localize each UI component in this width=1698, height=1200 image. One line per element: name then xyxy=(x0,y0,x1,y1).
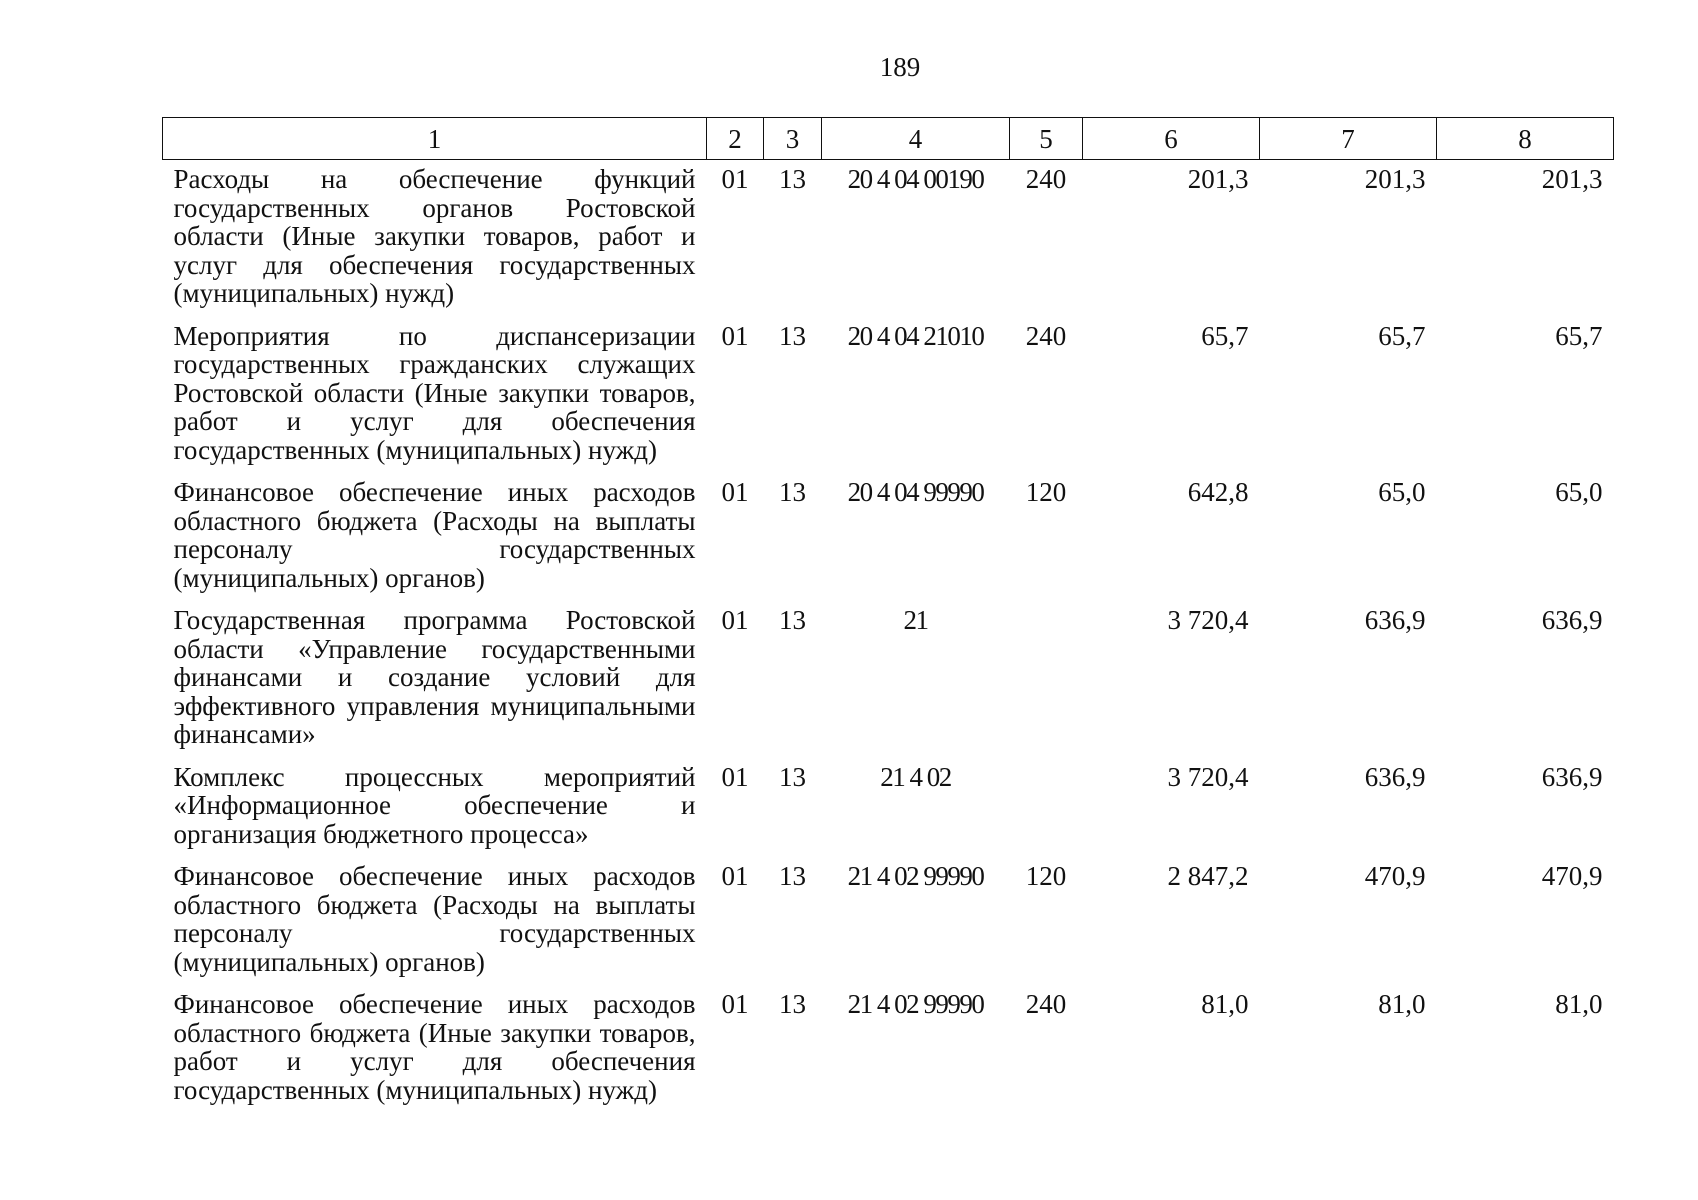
row-amount-6: 201,3 xyxy=(1187,164,1249,194)
row-amount-6: 3 720,4 xyxy=(1167,761,1249,792)
row-expense-type xyxy=(1010,758,1083,858)
table-row xyxy=(163,758,1614,858)
column-header-7: 7 xyxy=(1260,118,1437,160)
table-row xyxy=(163,160,1614,317)
table-row xyxy=(163,601,1614,758)
column-header-4: 4 xyxy=(822,118,1010,160)
row-target-code: 21 xyxy=(903,605,928,635)
row-target-code: 20 4 04 00190 xyxy=(847,164,984,194)
row-target-code: 21 4 02 99990 xyxy=(847,861,984,891)
table-row xyxy=(163,857,1614,985)
row-amount-7: 636,9 xyxy=(1364,605,1426,635)
row-subsection: 13 xyxy=(779,320,806,351)
row-name: Государственная программа Ростовской области «Управление государственными финансами и создание условий для эффективного управления муниципальными финансами» xyxy=(173,605,696,749)
row-amount-6: 642,8 xyxy=(1187,477,1249,507)
budget-table xyxy=(162,117,1614,1113)
row-name: Финансовое обеспечение иных расходов областного бюджета (Расходы на выплаты персоналу государственных (муниципальных) органов) xyxy=(173,861,696,977)
row-amount-8: 201,3 xyxy=(1541,164,1603,194)
header-row xyxy=(163,118,1614,160)
row-section: 01 xyxy=(721,989,749,1019)
row-amount-8: 470,9 xyxy=(1541,861,1603,891)
row-amount-7: 470,9 xyxy=(1364,861,1426,891)
table-row xyxy=(163,317,1614,474)
row-expense-type xyxy=(1010,601,1083,758)
row-amount-7: 65,0 xyxy=(1378,477,1426,507)
row-expense-type: 120 xyxy=(1025,861,1067,891)
row-subsection: 13 xyxy=(779,761,806,792)
row-amount-8: 65,0 xyxy=(1555,477,1603,507)
column-header-3: 3 xyxy=(764,118,822,160)
row-name: Финансовое обеспечение иных расходов областного бюджета (Иные закупки товаров, работ и услуг для обеспечения государственных (муниципальных) нужд) xyxy=(173,989,696,1105)
row-target-code: 21 4 02 xyxy=(880,761,951,792)
row-expense-type: 240 xyxy=(1025,164,1067,194)
row-name: Финансовое обеспечение иных расходов областного бюджета (Расходы на выплаты персоналу государственных (муниципальных) органов) xyxy=(173,477,696,593)
row-amount-7: 65,7 xyxy=(1378,320,1426,351)
row-name: Мероприятия по диспансеризации государственных гражданских служащих Ростовской области (Иные закупки товаров, работ и услуг для обеспечения государственных (муниципальных) нужд) xyxy=(173,320,696,465)
column-header-2: 2 xyxy=(707,118,764,160)
row-amount-7: 201,3 xyxy=(1364,164,1426,194)
column-header-8: 8 xyxy=(1437,118,1614,160)
row-section: 01 xyxy=(721,861,749,891)
row-section: 01 xyxy=(721,164,749,194)
row-section: 01 xyxy=(721,477,749,507)
row-target-code: 21 4 02 99990 xyxy=(847,989,984,1019)
row-amount-7: 636,9 xyxy=(1364,761,1426,792)
row-section: 01 xyxy=(721,761,749,792)
row-subsection: 13 xyxy=(779,164,806,194)
column-header-6: 6 xyxy=(1083,118,1260,160)
column-header-1: 1 xyxy=(163,118,707,160)
column-header-5: 5 xyxy=(1010,118,1083,160)
row-target-code: 20 4 04 99990 xyxy=(847,477,984,507)
table-header xyxy=(163,118,1614,160)
row-expense-type: 240 xyxy=(1025,989,1067,1019)
row-subsection: 13 xyxy=(779,477,806,507)
row-amount-6: 81,0 xyxy=(1201,989,1249,1019)
row-subsection: 13 xyxy=(779,861,806,891)
row-name: Расходы на обеспечение функций государственных органов Ростовской области (Иные закупки товаров, работ и услуг для обеспечения государственных (муниципальных) нужд) xyxy=(173,164,696,308)
row-expense-type: 240 xyxy=(1025,320,1067,351)
row-expense-type: 120 xyxy=(1025,477,1067,507)
table-row xyxy=(163,473,1614,601)
page-number: 189 xyxy=(879,52,921,82)
row-amount-8: 81,0 xyxy=(1555,989,1603,1019)
row-amount-7: 81,0 xyxy=(1378,989,1426,1019)
row-name: Комплекс процессных мероприятий «Информационное обеспечение и организация бюджетного процесса» xyxy=(173,761,696,849)
row-section: 01 xyxy=(721,320,749,351)
table-row xyxy=(163,985,1614,1113)
row-amount-6: 65,7 xyxy=(1201,320,1249,351)
row-amount-6: 3 720,4 xyxy=(1167,605,1249,635)
row-amount-6: 2 847,2 xyxy=(1167,861,1249,891)
row-amount-8: 65,7 xyxy=(1555,320,1603,351)
table-body xyxy=(163,160,1614,1114)
row-subsection: 13 xyxy=(779,989,806,1019)
row-amount-8: 636,9 xyxy=(1541,761,1603,792)
row-amount-8: 636,9 xyxy=(1541,605,1603,635)
row-subsection: 13 xyxy=(779,605,806,635)
row-target-code: 20 4 04 21010 xyxy=(847,320,984,351)
row-section: 01 xyxy=(721,605,749,635)
